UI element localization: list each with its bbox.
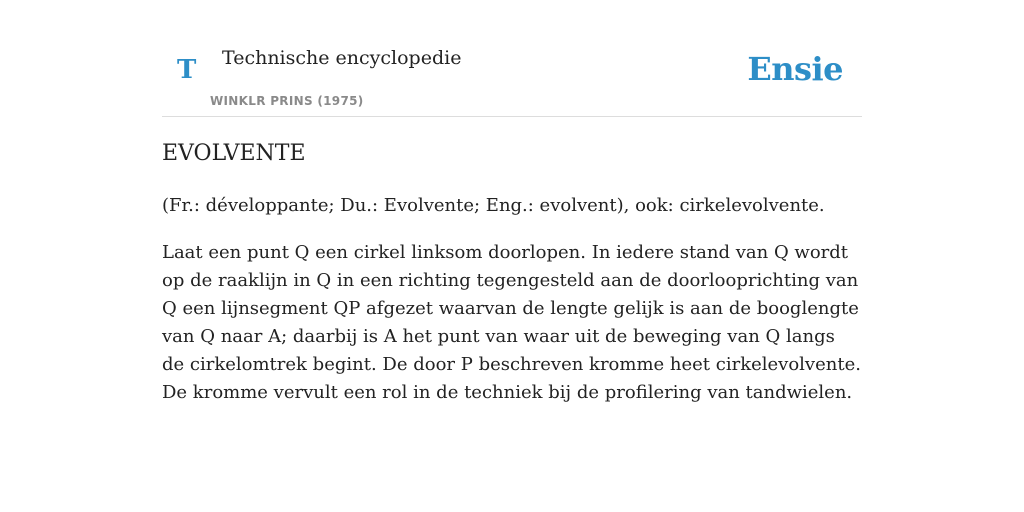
book-header	[162, 0, 862, 117]
book-logo[interactable]: T	[177, 55, 197, 85]
book-title-link[interactable]: Technische encyclopedie	[222, 47, 462, 69]
brand-logo[interactable]: Ensie	[747, 50, 843, 88]
entry-body: Laat een punt Q een cirkel linksom doorlopen. In iedere stand van Q wordt op de raaklijn in Q in een richting tegengesteld aan de doorlooprichting van Q een lijnsegment QP afgezet waarvan de lengte gelijk is aan de booglengte van Q naar A; daarbij is A het punt van waar uit de beweging van Q langs de cirkelomtrek begint. De door P beschreven kromme heet cirkelevolvente. De kromme vervult een rol in de techniek bij de profilering van tandwielen.	[162, 242, 861, 403]
book-source-label: WINKLR PRINS (1975)	[210, 94, 364, 108]
entry-content	[162, 138, 862, 407]
entry-title: EVOLVENTE	[162, 141, 306, 166]
entry-translations: (Fr.: développante; Du.: Evolvente; Eng.: evolvent), ook: cirkelevolvente.	[162, 195, 825, 216]
